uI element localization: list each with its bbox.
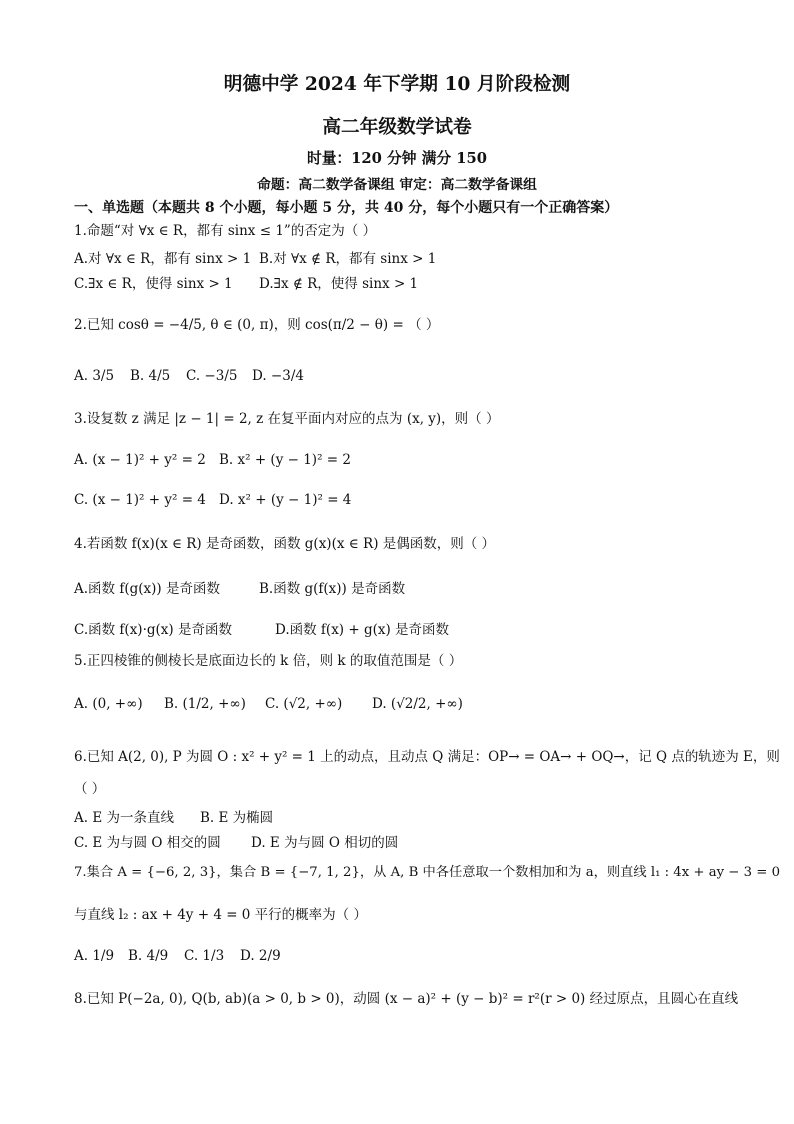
question-5-option-b: B. (1/2, +∞) bbox=[164, 696, 246, 712]
question-4-stem: 4.若函数 f(x)(x ∈ R) 是奇函数，函数 g(x)(x ∈ R) 是偶函数，则（ ） bbox=[74, 536, 496, 552]
question-7-stem: 7.集合 A = {−6, 2, 3}，集合 B = {−7, 1, 2}，从 A, B 中各任意取一个数相加和为 a，则直线 l₁ : 4x + ay − 3 = 0 bbox=[74, 865, 781, 880]
question-7-option-c: C. 1/3 bbox=[184, 948, 225, 964]
question-5-option-c: C. (√2, +∞) bbox=[265, 696, 343, 712]
question-6-option-a: A. E 为一条直线 bbox=[74, 810, 174, 826]
question-3-option-d: D. x² + (y − 1)² = 4 bbox=[219, 492, 352, 508]
question-4-option-d: D.函数 f(x) + g(x) 是奇函数 bbox=[275, 622, 450, 638]
question-5-stem: 5.正四棱锥的侧棱长是底面边长的 k 倍，则 k 的取值范围是（ ） bbox=[74, 653, 463, 669]
question-4-option-b: B.函数 g(f(x)) 是奇函数 bbox=[259, 581, 406, 597]
question-1-stem: 1.命题“对 ∀x ∈ R，都有 sinx ≤ 1”的否定为（ ） bbox=[74, 223, 377, 239]
question-6-option-b: B. E 为椭圆 bbox=[200, 810, 274, 826]
question-3-stem: 3.设复数 z 满足 |z − 1| = 2, z 在复平面内对应的点为 (x, y)，则（ ） bbox=[74, 411, 500, 427]
question-4-option-a: A.函数 f(g(x)) 是奇函数 bbox=[74, 581, 220, 597]
question-6-option-d: D. E 为与圆 O 相切的圆 bbox=[251, 835, 399, 851]
time-and-score: 时量：120 分钟 满分 150 bbox=[306, 150, 488, 167]
question-1-option-a: A.对 ∀x ∈ R，都有 sinx > 1 bbox=[74, 251, 252, 267]
question-3-option-c: C. (x − 1)² + y² = 4 bbox=[74, 492, 206, 508]
question-1-option-c: C.∃x ∈ R，使得 sinx > 1 bbox=[74, 276, 233, 292]
question-7-option-a: A. 1/9 bbox=[74, 948, 115, 964]
question-3-option-a: A. (x − 1)² + y² = 2 bbox=[74, 452, 206, 468]
question-7-option-b: B. 4/9 bbox=[128, 948, 169, 964]
question-2-stem: 2.已知 cosθ = −4/5, θ ∈ (0, π)，则 cos(π/2 − θ) = （ ） bbox=[74, 317, 440, 333]
exam-title: 明德中学 2024 年下学期 10 月阶段检测 bbox=[223, 73, 571, 95]
question-5-option-a: A. (0, +∞) bbox=[74, 696, 143, 712]
question-2-option-a: A. 3/5 bbox=[74, 368, 115, 384]
question-8-stem: 8.已知 P(−2a, 0), Q(b, ab)(a > 0, b > 0)，动圆 (x − a)² + (y − b)² = r²(r > 0) 经过原点，且圆心在直线 bbox=[74, 991, 739, 1007]
question-5-option-d: D. (√2/2, +∞) bbox=[372, 696, 463, 712]
exam-subtitle: 高二年级数学试卷 bbox=[322, 116, 472, 138]
question-6-option-c: C. E 为与圆 O 相交的圆 bbox=[74, 835, 221, 851]
question-6-stem-continued: （ ） bbox=[74, 781, 106, 797]
question-1-option-d: D.∃x ∉ R，使得 sinx > 1 bbox=[259, 276, 419, 292]
question-1-option-b: B.对 ∀x ∉ R，都有 sinx > 1 bbox=[259, 251, 437, 267]
authors-line: 命题：高二数学备课组 审定：高二数学备课组 bbox=[257, 177, 537, 193]
question-7-stem-continued: 与直线 l₂ : ax + 4y + 4 = 0 平行的概率为（ ） bbox=[74, 907, 367, 923]
question-2-option-d: D. −3/4 bbox=[252, 368, 304, 384]
question-7-option-d: D. 2/9 bbox=[240, 948, 281, 964]
section-title: 一、单选题（本题共 8 个小题，每小题 5 分，共 40 分，每个小题只有一个正确答案） bbox=[74, 200, 619, 216]
question-2-option-c: C. −3/5 bbox=[186, 368, 238, 384]
question-4-option-c: C.函数 f(x)·g(x) 是奇函数 bbox=[74, 622, 232, 638]
question-2-option-b: B. 4/5 bbox=[130, 368, 171, 384]
question-6-stem: 6.已知 A(2, 0), P 为圆 O : x² + y² = 1 上的动点，且动点 Q 满足：OP→ = OA→ + OQ→，记 Q 点的轨迹为 E，则 bbox=[74, 749, 780, 765]
question-3-option-b: B. x² + (y − 1)² = 2 bbox=[219, 452, 351, 468]
